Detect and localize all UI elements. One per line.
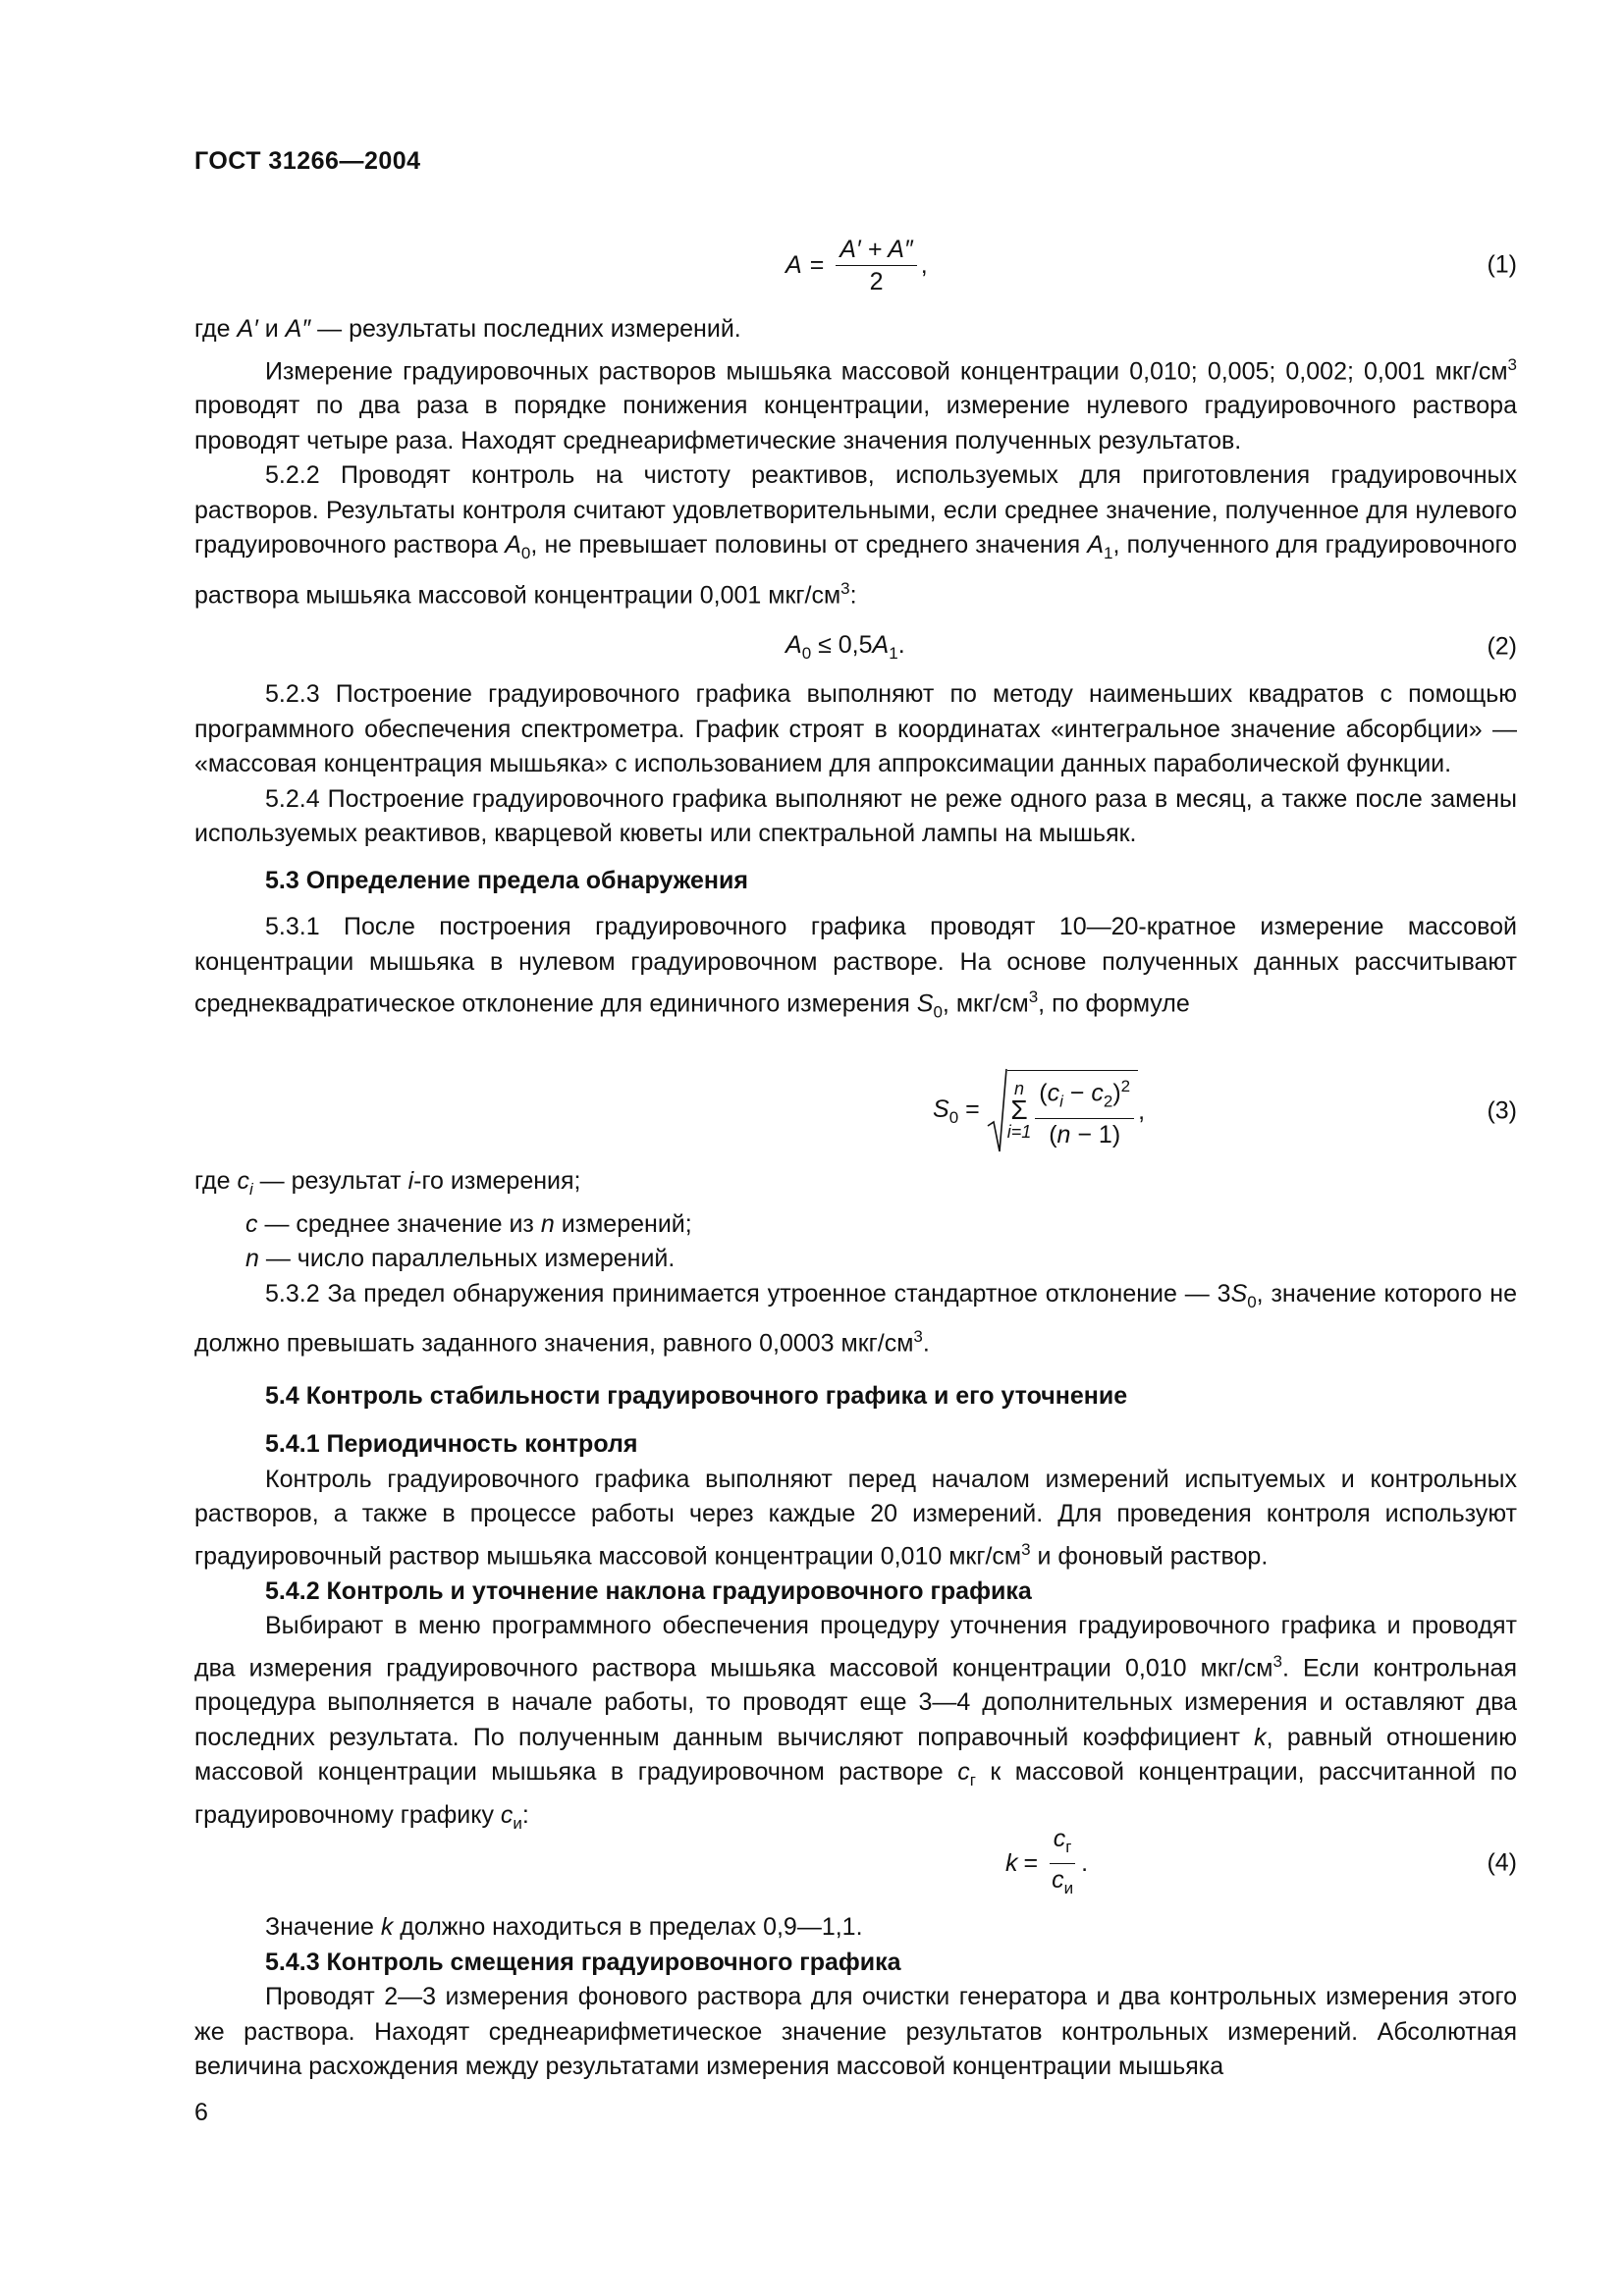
formula-4-fraction: $\frac{c_г}{c_и}$ [1048, 1825, 1077, 1902]
where-clause-3-n: n — число параллельных измерений. [245, 1245, 676, 1272]
page-number: 6 [194, 2099, 208, 2126]
formula-3-fraction: $\frac{(c_i - c_2)^2}{(n - 1)}$ [1035, 1073, 1134, 1148]
text-block-4 [194, 1910, 1517, 2085]
paragraph-k-range: Значение k должно находиться в пределах 0,9—1,1. [265, 1913, 863, 1941]
formula-2-number: (2) [1487, 632, 1517, 661]
formula-1-lhs: A [785, 250, 802, 279]
paragraph-5-3-1: 5.3.1 После построения градуировочного графика проводят 10—20-кратное измерение массовой концентрации мышьяка в нулевом градуировочном растворе. На основе полученных данных рассчитывают среднеквадратическое отклонение для единичного измерения $S_0$, мкг/$см^3$, по формуле [194, 913, 1517, 1022]
paragraph-measurement: Измерение градуировочных растворов мышьяка массовой концентрации 0,010; 0,005; 0,002; 0,001 мкг/$см^3$ проводят по два раза в порядке понижения концентрации, измерение нулевого градуировочного раствора проводят четыре раза. Находят среднеарифметические значения полученных результатов. [194, 354, 1517, 454]
where-clause-3-c: c — среднее значение из n измерений; [245, 1209, 692, 1238]
text-block-2 [194, 677, 1517, 1030]
formula-1: A = $\frac{A' + A''}{2}$ , (1) [785, 235, 1517, 295]
sum-upper-limit: n [1013, 1079, 1024, 1099]
sum-icon: Σ [1010, 1095, 1028, 1126]
text-block-1 [194, 312, 1517, 614]
heading-5-3: 5.3 Определение предела обнаружения [265, 866, 748, 894]
heading-5-4-3: 5.4.3 Контроль смещения градуировочного графика [265, 1948, 901, 1976]
paragraph-5-3-2: 5.3.2 За предел обнаружения принимается утроенное стандартное отклонение — $3S_0$, значение которого не должно превышать заданного значения, равного 0,0003 мкг/$см^3$. [194, 1279, 1517, 1358]
heading-5-4: 5.4 Контроль стабильности градуировочного графика и его уточнение [265, 1381, 1128, 1410]
paragraph-5-4-1: Контроль градуировочного графика выполняют перед началом измерений испытуемых и контрольных растворов, а также в процессе работы через каждые 20 измерений. Для проведения контроля используют градуировочный раствор мышьяка массовой концентрации 0,010 мкг/$см^3$ и фоновый раствор. [194, 1465, 1517, 1571]
sqrt-icon [986, 1067, 1007, 1155]
heading-5-4-1: 5.4.1 Периодичность контроля [265, 1430, 638, 1459]
paragraph-5-2-3: 5.2.3 Построение градуировочного графика выполняют по методу наименьших квадратов с помощью программного обеспечения спектрометра. График строят в координатах «интегральное значение абсорбции» — «массовая концентрация мышьяка» с использованием для аппроксимации данных параболической функции. [194, 680, 1517, 777]
where-clause-1: где A′ и A″ — результаты последних измерений. [194, 315, 741, 343]
paragraph-5-4-3: Проводят 2—3 измерения фонового раствора для очистки генератора и два контрольных измерения этого же раствора. Находят среднеарифметическое значение результатов контрольных измерений. Абсолютная величина расхождения между результатами измерения массовой концентрации мышьяка [194, 1983, 1517, 2080]
formula-3-number: (3) [1487, 1096, 1517, 1125]
formula-1-numerator: A′ + A″ [836, 236, 916, 266]
formula-4-lhs: k [1005, 1848, 1018, 1877]
document-header: ГОСТ 31266—2004 [194, 147, 421, 175]
paragraph-5-4-2: Выбирают в меню программного обеспечения процедуру уточнения градуировочного графика и проводят два измерения градуировочного раствора мышьяка массовой концентрации 0,010 мкг/$см^3$. Если контрольная процедура выполняется в начале работы, то проводят еще 3—4 дополнительных измерения и оставляют два последних результата. По полученным данным вычисляют поправочный коэффициент k, равный отношению массовой концентрации мышьяка в градуировочном растворе $c_г$ к массовой концентрации, рассчитанной по градуировочному графику $c_и$: [194, 1612, 1518, 1833]
formula-1-fraction [836, 236, 916, 295]
formula-4-number: (4) [1487, 1848, 1517, 1877]
formula-3: $S_0$ = n Σ i=1 $\frac{(c_i - c_2)^2}{(n - 1)}$ , (3) [194, 1062, 1517, 1160]
heading-5-4-2: 5.4.2 Контроль и уточнение наклона градуировочного графика [265, 1576, 1032, 1605]
formula-1-number: (1) [1487, 250, 1517, 279]
sum-lower-limit: i=1 [1006, 1122, 1032, 1143]
where-clause-3-ci: где $c_i$ — результат i-го измерения; [194, 1167, 581, 1199]
formula-4: k = $\frac{c_г}{c_и}$ . (4) [194, 1828, 1517, 1898]
paragraph-5-2-2: 5.2.2 Проводят контроль на чистоту реактивов, используемых для приготовления градуировочных растворов. Результаты контроля считают удовлетворительными, если среднее значение, полученное для нулевого градуировочного раствора $A_0$, не превышает половины от среднего значения $A_1$, полученного для градуировочного раствора мышьяка массовой концентрации 0,001 мкг/$см^3$: [194, 461, 1518, 610]
text-block-3 [194, 1164, 1517, 1841]
formula-1-denominator: 2 [869, 267, 884, 295]
paragraph-5-2-4: 5.2.4 Построение градуировочного графика выполняют не реже одного раза в месяц, а также после замены используемых реактивов, кварцевой кюветы или спектральной лампы на мышьяк. [194, 784, 1517, 847]
formula-2: $A_0 \le 0,5A_1$. (2) [785, 630, 1517, 663]
